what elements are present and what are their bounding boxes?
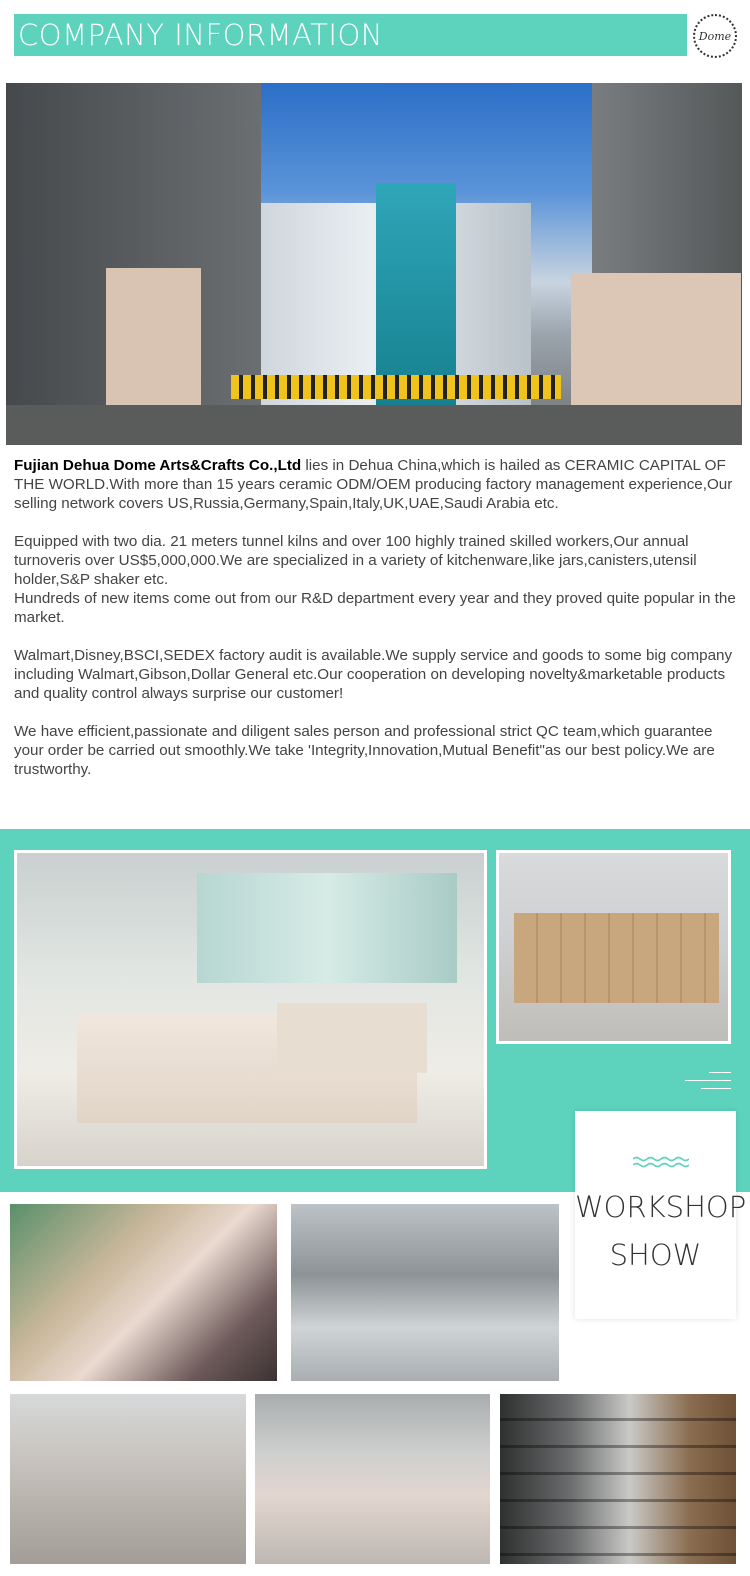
description-paragraph <box>14 456 736 513</box>
description-paragraph: Equipped with two dia. 21 meters tunnel kilns and over 100 highly trained skilled workers,Our annual turnoveris over US$5,000,000.We are specialized in a variety of kitchenware,like jars,canisters,utensil holder,S&P shaker etc. <box>14 533 697 588</box>
workshop-title-line1: WORKSHOP <box>575 1190 747 1224</box>
factory-building-photo <box>6 83 742 445</box>
description-text: lies in Dehua China,which is hailed as CERAMIC CAPITAL OF THE WORLD.With more than 15 years ceramic ODM/OEM producing factory management experience,Our selling network covers US,Russia,Germany,Spain,Italy,UK,UAE,Saudi Arabia etc. <box>14 457 733 512</box>
workshop-show-title <box>575 1183 747 1279</box>
description-paragraph: Hundreds of new items come out from our R&D department every year and they proved quite popular in the market. <box>14 590 736 626</box>
description-paragraph: Walmart,Disney,BSCI,SEDEX factory audit is available.We supply service and goods to some big company including Walmart,Gibson,Dollar General etc.Our cooperation on developing novelty&marketable products and quality control always surprise our customer! <box>14 647 733 702</box>
decorative-lines <box>685 1072 731 1096</box>
wave-icon <box>633 1155 689 1169</box>
workshop-photo-molding <box>291 1204 559 1381</box>
workshop-photo-painting <box>10 1204 277 1381</box>
page-title: COMPANY INFORMATION <box>18 18 383 52</box>
office-photo-frame <box>14 850 487 1169</box>
workshop-photo-production-line <box>255 1394 490 1564</box>
workshop-photo-glazing <box>10 1394 246 1564</box>
logo-text: Dome <box>698 29 732 43</box>
warehouse-photo <box>499 853 728 1041</box>
workshop-show-card <box>575 1111 747 1319</box>
office-photo <box>17 853 484 1166</box>
description-paragraph: We have efficient,passionate and diligent sales person and professional strict QC team,which guarantee your order be carried out smoothly.We take 'Integrity,Innovation,Mutual Benefit"as our best policy.We are trustworthy. <box>14 723 715 778</box>
warehouse-photo-frame <box>496 850 731 1044</box>
workshop-photo-storage-racks <box>500 1394 736 1564</box>
brand-logo <box>693 14 737 58</box>
workshop-title-line2: SHOW <box>609 1238 702 1272</box>
company-description <box>14 456 736 798</box>
company-name: Fujian Dehua Dome Arts&Crafts Co.,Ltd <box>14 457 302 474</box>
